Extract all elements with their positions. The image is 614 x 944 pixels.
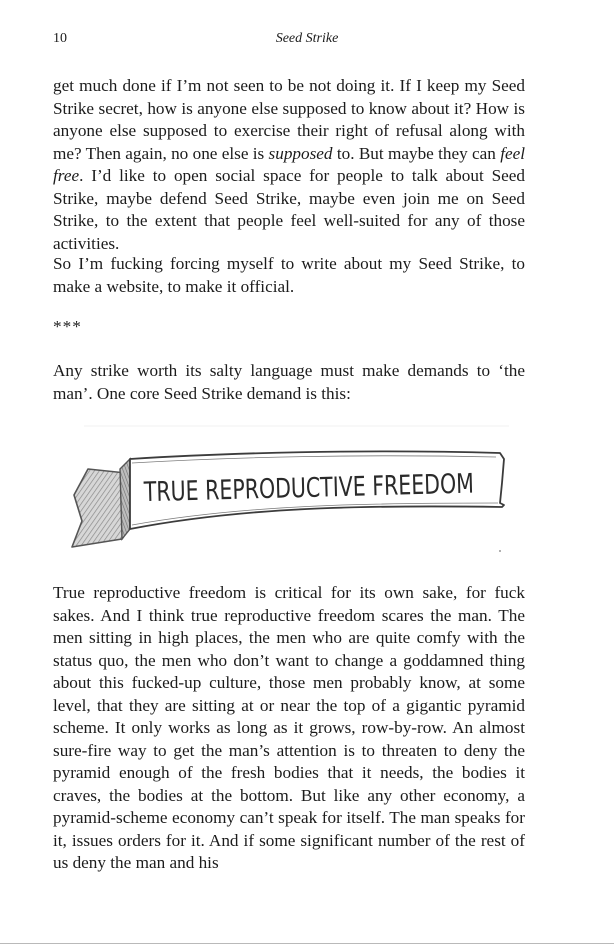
paragraph-1-emphasis-feel-free: feel free [53,143,525,185]
paragraph-2-text: So I’m fucking forcing myself to write about my Seed Strike, to make a website, to make it official. [53,254,525,296]
section-separator: *** [53,317,82,336]
paragraph-1-text-a: get much done if I’m not seen to be not doing it. If I keep my Seed Strike secret, how is anyone else supposed to know about it? How is anyone else supposed to exercise their right of refusal along with me? Then again, no one else is [53,76,525,163]
banner-illustration [64,423,579,558]
paragraph-3-text: Any strike worth its salty language must make demands to ‘the man’. One core Seed Strike demand is this: [53,361,525,403]
banner-text: TRUE REPRODUCTIVE FREEDOM [143,465,579,509]
banner-drawing [64,423,579,558]
ribbon-fold [120,459,130,539]
paragraph-4 [53,582,525,875]
paragraph-1-text-c: to. But maybe they can [332,143,501,163]
paragraph-1 [53,75,525,255]
paragraph-3 [53,360,525,405]
page-number: 10 [53,31,67,46]
running-title: Seed Strike [275,31,339,46]
paragraph-1-text-e: . I’d like to open social space for people to talk about Seed Strike, maybe defend Seed Strike, maybe even join me on Seed Strike, to the extent that people feel well-suited for any of those activities. [53,166,525,253]
paragraph-2 [53,253,525,298]
paragraph-4-text: True reproductive freedom is critical for its own sake, for fuck sakes. And I think true reproductive freedom scares the man. The men sitting in high places, the men who are quite comfy with the status quo, the men who don’t want to change a goddamned thing about this fucked-up culture, those men probably know, at some level, that they are sitting at or near the top of a gigantic pyramid scheme. It only works as long as it grows, row-by-row. An almost sure-fire way to get the man’s attention is to threaten to deny the pyramid enough of the fresh bodies that it needs, the bodies it craves, the bodies at the bottom. But like any other economy, a pyramid-scheme economy can’t speak for itself. The man speaks for it, issues orders for it. And if some significant number of the rest of us deny the man and his [53,583,525,872]
paragraph-1-emphasis-supposed: supposed [268,143,333,163]
